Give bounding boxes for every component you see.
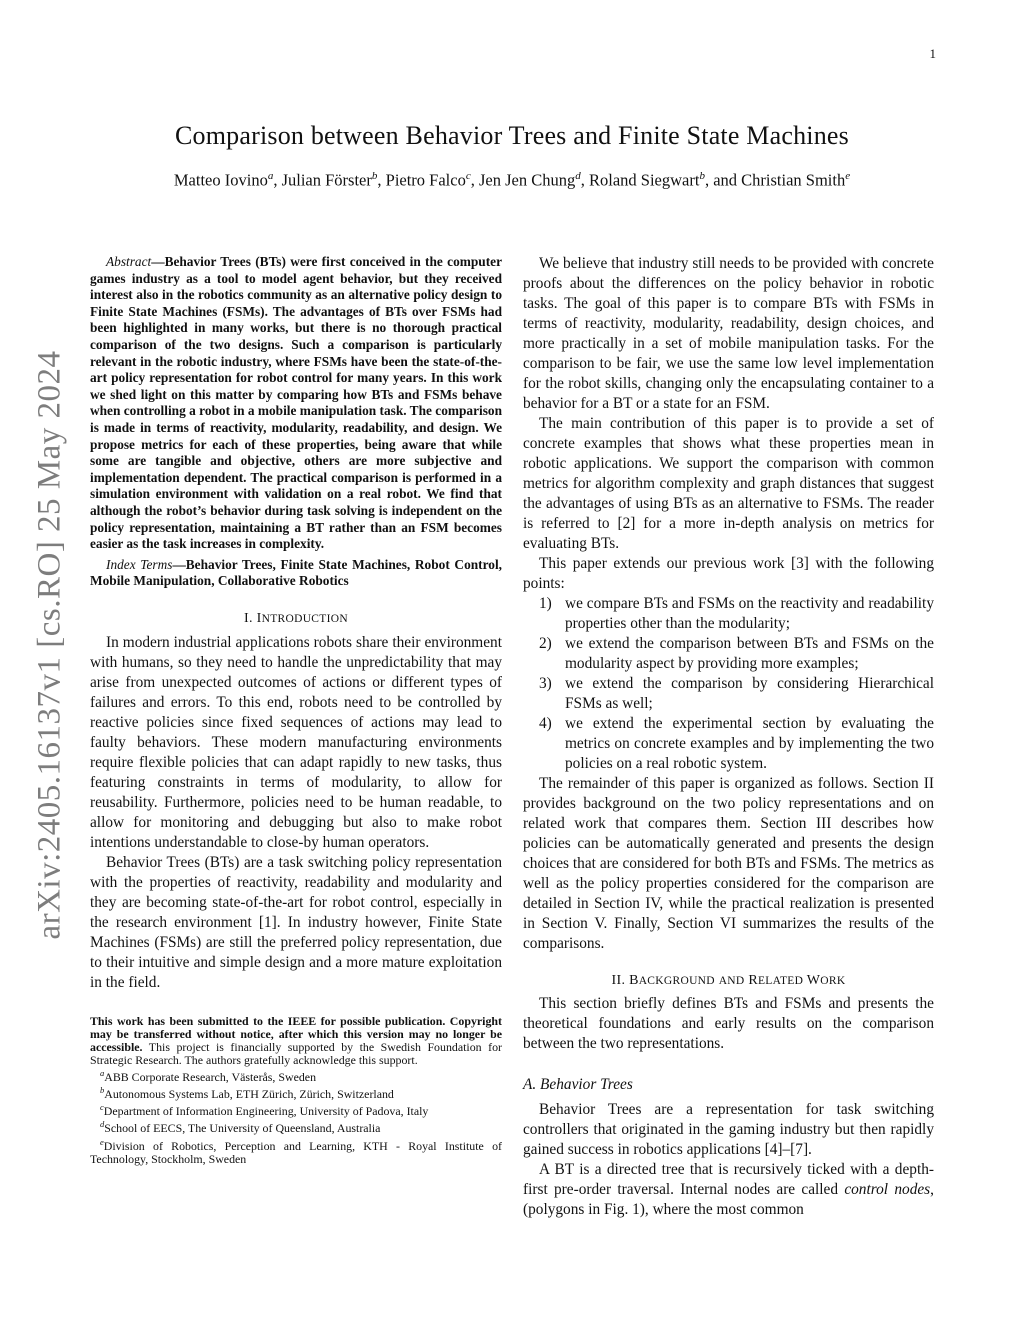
body-paragraph: A BT is a directed tree that is recursively ticked with a depth-first pre-order traversal. Internal nodes are called control nodes, (polygons in Fig. 1), where the most common bbox=[523, 1161, 934, 1218]
list-item: 4) we extend the experimental section by evaluating the metrics on concrete examples and by implementing the two policies on a real robotic system. bbox=[539, 715, 934, 772]
index-terms-label: Index Terms bbox=[106, 556, 173, 572]
body-paragraph: Behavior Trees are a representation for task switching controllers that originated in the gaming industry but then rapidly gained success in robotics applications [4]–[7]. bbox=[523, 1101, 934, 1158]
index-terms-text: Behavior Trees, Finite State Machines, Robot Control, Mobile Manipulation, Collaborative Robotics bbox=[90, 556, 502, 589]
author-name: Julian Förster bbox=[281, 170, 372, 190]
intro-paragraph-1: In modern industrial applications robots share their environment with humans, so they need to handle the unpredictability that may arise from unexpected outcomes of actions or different types of failures and errors. To this end, robots need to be controlled by reactive policies since fixed sequences of actions may lead to faulty behaviors. These modern manufacturing environments require flexible policies that can adapt rapidly to new tasks, thus featuring constraints in terms of modularity, to allow for reusability. Furthermore, policies need to be human readable, to allow for monitoring and debugging but also to make robot intentions understandable to close-by human operators. bbox=[90, 633, 502, 851]
arxiv-stamp: arXiv:2405.16137v1 [cs.RO] 25 May 2024 bbox=[31, 350, 68, 940]
contribution-list bbox=[523, 594, 934, 774]
abstract: Abstract—Behavior Trees (BTs) were first conceived in the computer games industry as a tool to model agent behavior, but they received interest also in the robotics community as an alternative policy design to Finite State Machines (FSMs). The advantages of BTs over FSMs had been highlighted in many works, but there is no thorough practical comparison of the two designs. Such a comparison is particularly relevant in the robotic industry, where FSMs have been the state-of-the-art policy representation for robot control for many years. In this work we shed light on this matter by comparing how BTs and FSMs behave when controlling a robot in a mobile manipulation task. The comparison is made in terms of reactivity, modularity, readability, and design. We propose metrics for each of these properties, being aware that while some are tangible and objective, others are more subjective and implementation dependent. The practical comparison is performed in a simulation environment with validation on a real robot. We find that although the robot’s behavior during task solving is independent on the policy representation, maintaining a BT rather than an FSM becomes easier as the task increases in complexity. bbox=[90, 254, 502, 552]
author-name: Pietro Falco bbox=[385, 170, 466, 190]
affiliation-footnote: $^d$School of EECS, The University of Queensland, Australia bbox=[100, 1119, 381, 1136]
body-paragraph: The remainder of this paper is organized as follows. Section II provides background on the two policy representations and on related work that compares them. Section III describes how policies can be automatically generated and presents the design choices that are considered for both BTs and FSMs. The metrics as well as the policy properties considered for the comparison are detailed in Section IV, while the practical realization is presented in Section V. Finally, Section VI summarizes the results of the comparisons. bbox=[523, 775, 934, 952]
footnotes bbox=[90, 1015, 502, 1166]
body-paragraph: This section briefly defines BTs and FSMs and presents the theoretical foundations and early results on the comparison between the two representations. bbox=[523, 995, 934, 1052]
abstract-text: Behavior Trees (BTs) were first conceived in the computer games industry as a tool to model agent behavior, but they received interest also in the robotics community as an alternative policy design to Finite State Machines (FSMs). The advantages of BTs over FSMs had been highlighted in many works, but there is no thorough practical comparison of the two designs. Such a comparison is particularly relevant in the robotic industry, where FSMs have been the state-of-the-art policy representation for robot control for many years. In this work we shed light on this matter by comparing how BTs and FSMs behave when controlling a robot in a mobile manipulation task. The comparison is made in terms of reactivity, modularity, readability, and design. We propose metrics for each of these properties, being aware that while some are tangible and objective, others are more subjective and implementation dependent. The practical comparison is performed in a simulation environment with validation on a real robot. We find that although the robot’s behavior during task solving is independent on the policy representation, maintaining a BT rather than an FSM becomes easier as the task increases in complexity. bbox=[90, 254, 502, 552]
page-number: 1 bbox=[929, 46, 936, 61]
affiliation-footnote: $^e$Division of Robotics, Perception and Learning, KTH - Royal Institute of Technology, Stockholm, Sweden bbox=[90, 1136, 502, 1166]
affiliation-marker: d bbox=[575, 170, 581, 182]
list-item: 2) we extend the comparison between BTs and FSMs on the modularity aspect by providing more examples; bbox=[539, 635, 934, 672]
abstract-label: Abstract bbox=[106, 254, 152, 269]
body-paragraph: This paper extends our previous work [3] with the following points: bbox=[523, 555, 934, 592]
subsection-heading-behavior-trees: A. Behavior Trees bbox=[523, 1076, 633, 1093]
affiliation-footnote: $^a$ABB Corporate Research, Västerås, Sweden bbox=[100, 1068, 317, 1085]
right-column bbox=[523, 254, 934, 1220]
publication-notice: This work has been submitted to the IEEE for possible publication. Copyright may be transferred without notice, after which this version may no longer be accessible. This project is financially supported by the Swedish Foundation for Strategic Research. The authors gratefully acknowledge this support. bbox=[90, 1013, 502, 1068]
author-list: Matteo Iovino$^a$, Julian Förster$^b$, Pietro Falco$^c$, Jen Jen Chung$^d$, Roland Siegwart$^b$, and Christian Smith$^e$ bbox=[173, 170, 851, 190]
affiliation-marker: a bbox=[267, 170, 274, 182]
affiliation-footnote: $^c$Department of Information Engineering, University of Padova, Italy bbox=[100, 1102, 429, 1119]
affiliation-marker: c bbox=[465, 170, 471, 182]
affiliation-marker: e bbox=[845, 170, 851, 182]
body-paragraph: The main contribution of this paper is to provide a set of concrete examples that shows what these properties mean in robotic applications. We support the comparison with common metrics for algorithm complexity and graph distances that suggest the advantages of using BTs as an alternative to FSMs. The reader is referred to [2] for a more in-depth analysis on metrics for evaluating BTs. bbox=[523, 415, 934, 552]
paper-title: Comparison between Behavior Trees and Finite State Machines bbox=[175, 121, 849, 150]
section-heading-introduction: I. INTRODUCTION bbox=[244, 610, 348, 626]
index-terms: Index Terms—Behavior Trees, Finite State Machines, Robot Control, Mobile Manipulation, Collaborative Robotics bbox=[90, 556, 502, 589]
affiliation-footnote: $^b$Autonomous Systems Lab, ETH Zürich, Zürich, Switzerland bbox=[100, 1085, 394, 1102]
affiliation-marker: b bbox=[371, 170, 378, 182]
author-name: Jen Jen Chung bbox=[478, 170, 576, 190]
author-name: Christian Smith bbox=[741, 170, 846, 190]
body-paragraph: We believe that industry still needs to be provided with concrete proofs about the differences on the policy behavior in robotic tasks. The goal of this paper is to compare BTs with FSMs in terms of reactivity, modularity, readability, design choices, and more practically in a set of mobile manipulation tasks. For the comparison to be fair, we use the same low level implementation for the robot skills, changing only the encapsulating container to a behavior for a BT or a state for an FSM. bbox=[523, 255, 934, 412]
section-heading-background: II. BACKGROUND AND RELATED WORK bbox=[611, 973, 846, 988]
emphasis-control-nodes: control nodes bbox=[844, 1181, 931, 1198]
left-column bbox=[90, 254, 502, 1166]
affiliation-marker: b bbox=[699, 170, 705, 182]
list-item: 3) we extend the comparison by considering Hierarchical FSMs as well; bbox=[539, 675, 934, 712]
intro-paragraph-2: Behavior Trees (BTs) are a task switching policy representation with the properties of reactivity, readability and modularity and they are becoming state-of-the-art for robot control, especially in the research environment [1]. In industry however, Finite State Machines (FSMs) are still the preferred policy representation, due to their intuitive and simple design and a more mature exploitation in the field. bbox=[90, 853, 502, 991]
author-name: Matteo Iovino bbox=[173, 170, 268, 190]
list-item: 1) we compare BTs and FSMs on the reactivity and readability properties other than the modularity; bbox=[539, 595, 934, 632]
author-name: Roland Siegwart bbox=[588, 170, 700, 190]
